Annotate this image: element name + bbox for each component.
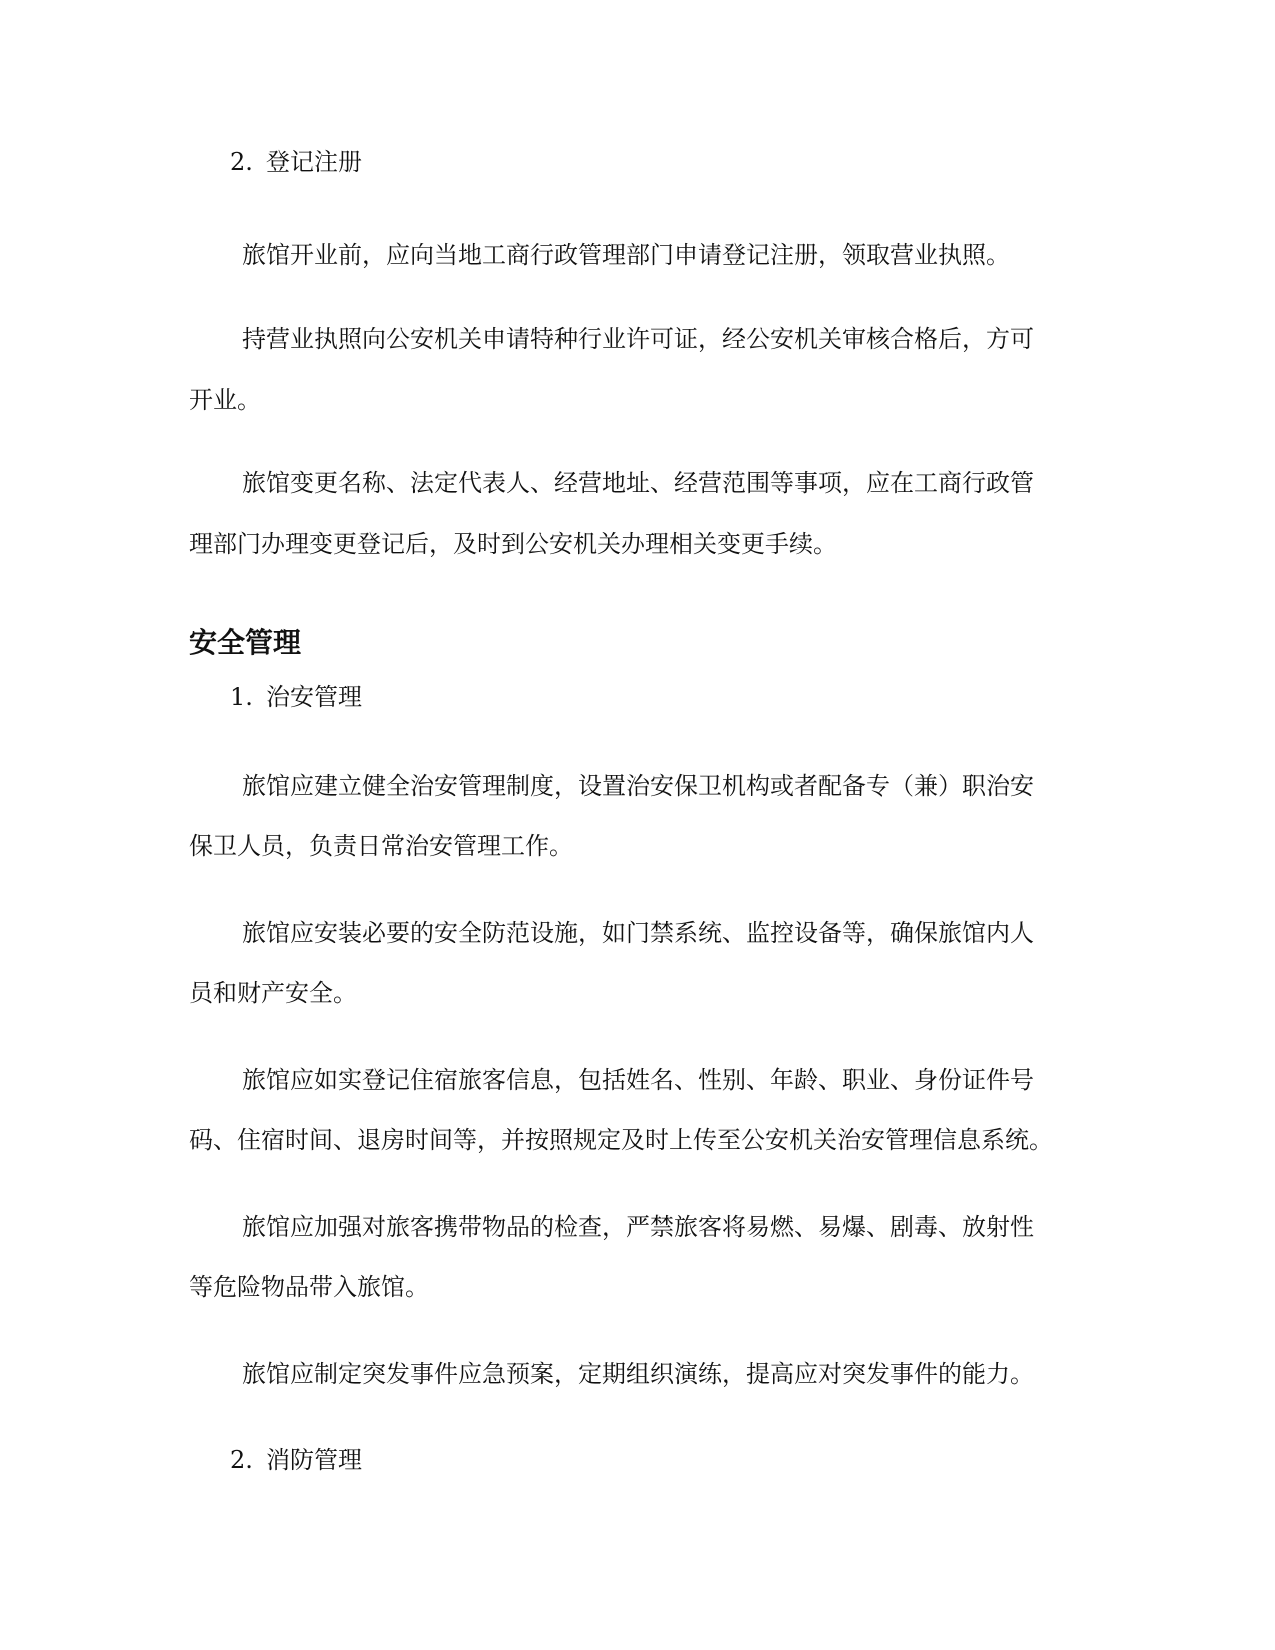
list-item-title: 消防管理 — [266, 1446, 362, 1474]
paragraph-line: 保卫人员，负责日常治安管理工作。 — [189, 832, 573, 860]
paragraph-line: 旅馆应如实登记住宿旅客信息，包括姓名、性别、年龄、职业、身份证件号 — [242, 1066, 1034, 1094]
list-item-fire-safety — [230, 1444, 362, 1476]
section-heading: 安全管理 — [189, 626, 302, 659]
list-number: 2. — [230, 1446, 253, 1474]
paragraph-line: 理部门办理变更登记后，及时到公安机关办理相关变更手续。 — [189, 530, 837, 558]
list-number: 2. — [230, 148, 253, 176]
paragraph-line: 旅馆应安装必要的安全防范设施，如门禁系统、监控设备等，确保旅馆内人 — [242, 919, 1034, 947]
list-item-public-security — [230, 681, 362, 713]
paragraph-line: 旅馆变更名称、法定代表人、经营地址、经营范围等事项，应在工商行政管 — [242, 469, 1034, 497]
paragraph-line: 旅馆应加强对旅客携带物品的检查，严禁旅客将易燃、易爆、剧毒、放射性 — [242, 1213, 1034, 1241]
paragraph-line: 旅馆应建立健全治安管理制度，设置治安保卫机构或者配备专（兼）职治安 — [242, 772, 1034, 800]
paragraph-line: 持营业执照向公安机关申请特种行业许可证，经公安机关审核合格后，方可 — [242, 325, 1034, 353]
paragraph-line: 开业。 — [189, 386, 261, 414]
list-number: 1. — [230, 683, 253, 711]
paragraph-line: 等危险物品带入旅馆。 — [189, 1273, 429, 1301]
paragraph-line: 旅馆应制定突发事件应急预案，定期组织演练，提高应对突发事件的能力。 — [242, 1360, 1034, 1388]
list-item-registration — [230, 146, 362, 178]
paragraph-line: 员和财产安全。 — [189, 979, 357, 1007]
paragraph-line: 旅馆开业前，应向当地工商行政管理部门申请登记注册，领取营业执照。 — [242, 241, 1010, 269]
list-item-title: 治安管理 — [266, 683, 362, 711]
paragraph-line: 码、住宿时间、退房时间等，并按照规定及时上传至公安机关治安管理信息系统。 — [189, 1126, 1053, 1154]
list-item-title: 登记注册 — [266, 148, 362, 176]
